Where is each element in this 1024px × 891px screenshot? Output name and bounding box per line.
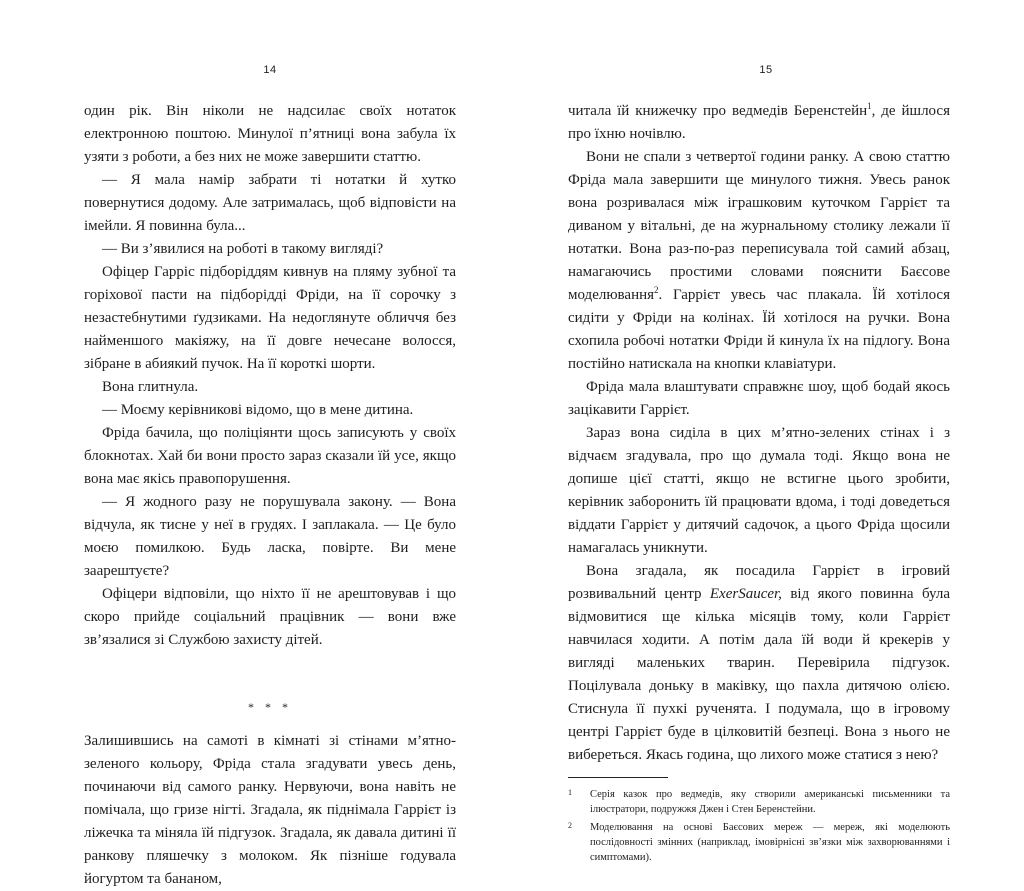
right-page xyxy=(512,0,1024,863)
paragraph: Фріда бачила, що поліціянти щось записують у своїх блокнотах. Хай би вони просто зараз сказали їй усе, якщо вона має якісь правопорушення. xyxy=(84,425,456,487)
footnote-number: 1 xyxy=(568,788,572,797)
footnote-ref-1: 1 xyxy=(867,101,872,111)
footnote-number: 2 xyxy=(568,821,572,830)
paragraph: Вона глитнула. xyxy=(102,379,199,395)
paragraph-text: Вона згадала, як посадила Гаррієт в ігровий розвивальний центр xyxy=(568,563,950,602)
right-page-body xyxy=(568,100,950,868)
paragraph-text: читала їй книжечку про ведмедів Беренстейн xyxy=(568,103,868,119)
paragraph xyxy=(568,100,950,146)
footnote-ref-2: 2 xyxy=(654,285,659,295)
left-page xyxy=(0,0,512,887)
paragraph: — Ви з’явилися на роботі в такому вигляді? xyxy=(102,241,384,257)
paragraph-text: Вони не спали з четвертої години ранку. А свою статтю Фріда мала завершити ще минулого тижня. Увесь ранок вона розривалася між іграшковим куточком Гаррієт та диваном у вітальні, де на журнальному столику лежали її нотатки. Вона раз-по-раз переписувала той самий абзац, намагаючись простими словами пояснити Баєсове моделювання xyxy=(568,149,950,303)
section-separator: * * * xyxy=(248,700,292,714)
footnote-text: Моделювання на основі Баєсових мереж — мереж, які моделюють послідовності змінних (наприклад, імовірнісні зв’язки між захворюваннями і симптомами). xyxy=(590,822,950,863)
page-number-right: 15 xyxy=(759,64,773,76)
left-page-body xyxy=(84,100,456,891)
paragraph-text: . Гаррієт увесь час плакала. Їй хотілося сидіти у Фріди на колінах. Їй хотілося на ручки. Вона схопила робочі нотатки Фріди й кинула їх на підлогу. Вона постійно натискала на кнопки клавіатури. xyxy=(568,287,950,372)
paragraph: — Я жодного разу не порушувала закону. — Вона відчула, як тисне у неї в грудях. І заплакала. — Це було моєю помилкою. Будь ласка, повірте. Ви мене заарештуєте? xyxy=(84,494,456,579)
footnote-text: Серія казок про ведмедів, яку створили американські письменники та ілюстратори, подружжя Джен і Стен Беренстейни. xyxy=(590,789,950,815)
paragraph xyxy=(568,560,950,767)
paragraph: Зараз вона сиділа в цих м’ятно-зелених стінах і з відчаєм згадувала, про що думала тоді. Якщо вона не допише цієї статті, якщо не встигне цього зробити, керівник заборонить їй працювати вдома, і тоді доведеться віддати Гаррієт у дитячий садочок, а цього Фріда щосили намагалась уникнути. xyxy=(568,425,950,556)
paragraph: Фріда мала влаштувати справжнє шоу, щоб бодай якось зацікавити Гаррієт. xyxy=(568,379,950,418)
paragraph-text: від якого повинна була відмовитися ще кілька місяців тому, коли Гаррієт навчилася ходити. А потім дала їй води й крекерів у вигляді маленьких тварин. Перевірила підгузок. Поцілувала доньку в маківку, що пахла дитячою олією. Стиснула її пухкі рученята. І подумала, що в ігровому центрі Гаррієт буде в цілковитій безпеці. Вона з нього не вибереться. Якась година, що лихого може статися з нею? xyxy=(568,586,951,763)
footnote xyxy=(568,787,950,817)
paragraph: — Моєму керівникові відомо, що в мене дитина. xyxy=(102,402,414,418)
paragraph: Офіцери відповіли, що ніхто її не арештовував і що скоро прийде соціальний працівник — вони вже зв’язалися зі Службою захисту дітей. xyxy=(84,586,456,648)
footnote xyxy=(568,820,950,865)
paragraph xyxy=(568,146,950,376)
paragraph: Залишившись на самоті в кімнаті зі стінами м’ятно-зеленого кольору, Фріда стала згадувати увесь день, починаючи від самого ранку. Нервуючи, вона навіть не помічала, що гризе нігті. Згадала, як піднімала Гаррієт із ліжечка та міняла їй підгузок. Згадала, як давала дитині її ранкову пляшечку з молоком. Як пізніше годувала йогуртом та бананом, xyxy=(84,733,456,887)
paragraph: один рік. Він ніколи не надсилає своїх нотаток електронною поштою. Минулої п’ятниці вона забула їх узяти з роботи, а без них не може завершити статтю. xyxy=(84,103,456,165)
page-number-left: 14 xyxy=(263,64,277,76)
paragraph-text: , де йшлося про їхню ночівлю. xyxy=(568,103,950,142)
paragraph: — Я мала намір забрати ті нотатки й хутко повернутися додому. Але затрималась, щоб відповісти на імейли. Я повинна була... xyxy=(84,172,456,234)
footnote-rule xyxy=(568,777,668,778)
paragraph: Офіцер Гарріс підборіддям кивнув на пляму зубної та горіхової пасти на підборідді Фріди, на її сорочку з незастебнутими ґудзиками. На недоглянуте обличчя без найменшого макіяжу, на її довге нечесане волосся, зібране в абиякий пучок. На її короткі шорти. xyxy=(84,264,456,372)
product-name: ExerSaucer, xyxy=(709,586,782,602)
